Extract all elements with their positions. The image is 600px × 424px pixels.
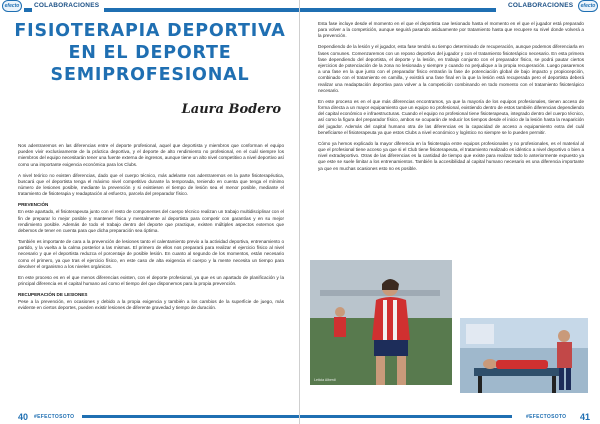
- magazine-logo: efecto: [578, 0, 598, 12]
- right-column: [318, 21, 584, 177]
- header-rule: [300, 8, 496, 12]
- header-accent-bar: [24, 8, 32, 12]
- photo-training-field: [310, 260, 452, 385]
- photo-caption: Leticia Alberdi: [314, 378, 336, 382]
- paragraph: También es importante de cara a la prevención de lesiones tanto el calentamiento previo a la actividad deportiva, entrenamiento o partido, y la vuelta a la calma posterior a las mismas. El primero de ellos nos preparará para realizar el ejercicio físico al nivel necesario y que el deportista reduzca el porcentaje de posible lesión. En cuanto al segundo de los momentos, están necesario como el primero, ya que tras el ejercicio físico, en este caso de alta exigencia el cuerpo y la mente necesita un tiempo para devolver el organismo a los niveles orgánicos.: [18, 239, 284, 269]
- magazine-logo: efecto: [2, 0, 22, 12]
- footer-rule: [300, 415, 512, 418]
- page-right: [300, 0, 600, 424]
- section-heading: PREVENCIÓN: [18, 202, 49, 208]
- section-heading: RECUPERACIÓN DE LESIONES: [18, 292, 88, 298]
- treatment-photo-illustration: [460, 318, 588, 393]
- paragraph: En este proceso es en el que más diferencias encontramos, ya que la mayoría de los equipos profesionales, tienen acceso de forma directa a un mayor equipamiento que un equipo no profesional, existiendo dentro de estos también diferencias dependiendo del capital económico e infraestructuras. Cuando el equipo no profesional tiene fisioterapeuta, integrado dentro del cuerpo técnico, así como la figura del preparador físico, ambos se ocuparán de reducir los tiempos desde el inicio de la lesión hasta la reaparición del jugador. Además del capital humano otra de las diferencias es la capacidad de acceso a equipamiento extra del cuál beneficiarse el fisioterapeuta ya que estos Clubs a nivel económico y logístico no siempre se lo pueden permitir.: [318, 98, 584, 135]
- article-title: FISIOTERAPIA DEPORTIVA EN EL DEPORTE SEMIPROFESIONAL: [14, 21, 286, 85]
- page-number: 41: [579, 412, 590, 422]
- page-number: 40: [18, 412, 29, 422]
- paragraph: En este proceso es en el que menos diferencias existen, con el deporte profesional, ya que es un apartado de planificación y la principal diferencia es el capital humano así como el tiempo del que disponemos para la propia prevención.: [18, 274, 284, 287]
- paragraph: Cómo ya hemos explicado la mayor diferencia en la fisioterapia entre equipos profesionales y no profesionales, es el material al que el profesional tiene acceso ya que si el Club tiene fisioterapeuta, el tratamiento realizado es idéntico a nivel deportivo o bien a nivel extradeportivo. Otras de las diferencias es la cantidad de tiempo que existe para realizar todo lo anteriormente expuesto ya que este se suele limitar a los entrenamientos. También la accesibilidad al capital humano necesario es una diferencia importante ya que en muchas ocasiones esto no es posible.: [318, 140, 584, 171]
- footer-right: [300, 410, 600, 424]
- footer-hashtag: #EFECTOSOTO: [526, 414, 567, 420]
- footer-left: [0, 410, 299, 424]
- left-column: [18, 143, 284, 316]
- paragraph: Nos adentraremos en las diferencias entre el deporte profesional, aquel que deportista y miembros que conforman el equipo pueden vivir exclusivamente de la práctica deportiva, y el deporte de alto rendimiento no profesional, en el cuál siempre los miembros del equipo necesitarán tener una fuente externa de ingresos, aunque tiene un alto nivel competitivo a nivel deportivo así como una importante exigencia económica para los Clubs.: [18, 143, 284, 167]
- footer-hashtag: #EFECTOSOTO: [34, 414, 75, 420]
- training-photo-illustration: [310, 260, 452, 385]
- header-right: [300, 0, 600, 13]
- section-label: COLABORACIONES: [34, 2, 100, 9]
- header-left: [0, 0, 299, 13]
- paragraph: Dependiendo de la lesión y el jugador, esta fase tendrá su tiempo determinado de recuperación, aunque podemos diferenciarla en fases comunes. Comenzaremos con un reposo deportivo del jugador y con el tratamiento fisioterápico necesario. En esta primera fase dependiendo del deportista, el deporte y la lesión, en trabajo conjunto con el preparador físico, se podrá pautar ciertos ejercicios de potenciación de la zona no lesionada y siempre y cuando no perjudique a la propia recuperación. Luego pasaremos a una fase en la que junto con el preparador físico entrarán la fase de potenciación global de bajo impacto y propiocepción, combinado con el tratamiento en camilla, y existirá una fase final en la que la lesión está recuperada pero el deportista deberá realizar una readaptación deportiva para volver a la competición combinando en todo momento con el tratamiento fisioterápico necesario.: [318, 44, 584, 93]
- paragraph: Esta fase incluye desde el momento en el que el deportista cae lesionado hasta el momento en el que el jugador está preparado para volver a la competición, aunque seguirá pasando asiduamente por tratamiento hasta que recupere su nivel donde volverá a la prevención.: [318, 21, 584, 39]
- paragraph: A nivel teórico no existen diferencias, dado que el cuerpo técnico, más adelante nos adentraremos en la parte fisioterapéutica, buscará que el deportista tenga el máximo nivel competitivo durante la temporada, teniendo en cuenta que tenga el mínimo número de lesiones posible, mediante la prevención y si existiesen el tiempo de lesión sea el menor posible, mediante el tratamiento de fisioterapia y readaptación al esfuerzo, parcela del preparador físico.: [18, 172, 284, 197]
- footer-rule: [82, 415, 299, 418]
- paragraph: En este apartado, el fisioterapeuta junto con el resto de componentes del cuerpo técnico realizan un trabajo multidisciplinar con el fin de preparar lo mejor posible y mantener física y mentalmente al deportista para competir con garantías y en su mejor rendimiento posible. Además de todo el trabajo dentro del deporte que practique, existen múltiples aspectos externos que debemos de tener en cuenta para que dicha preparación sea óptima.: [18, 209, 284, 234]
- photo-physio-treatment: [460, 318, 588, 393]
- header-rule: [104, 8, 299, 12]
- paragraph: Pese a la prevención, en ocasiones y debido a la propia exigencia y también a los cambios de la superficie de juego, más evidente en ciertos deportes, pueden existir lesiones de diferente gravedad y tiempo de duración.: [18, 299, 284, 311]
- section-label: COLABORACIONES: [508, 2, 574, 9]
- article-author: Laura Bodero: [181, 102, 281, 117]
